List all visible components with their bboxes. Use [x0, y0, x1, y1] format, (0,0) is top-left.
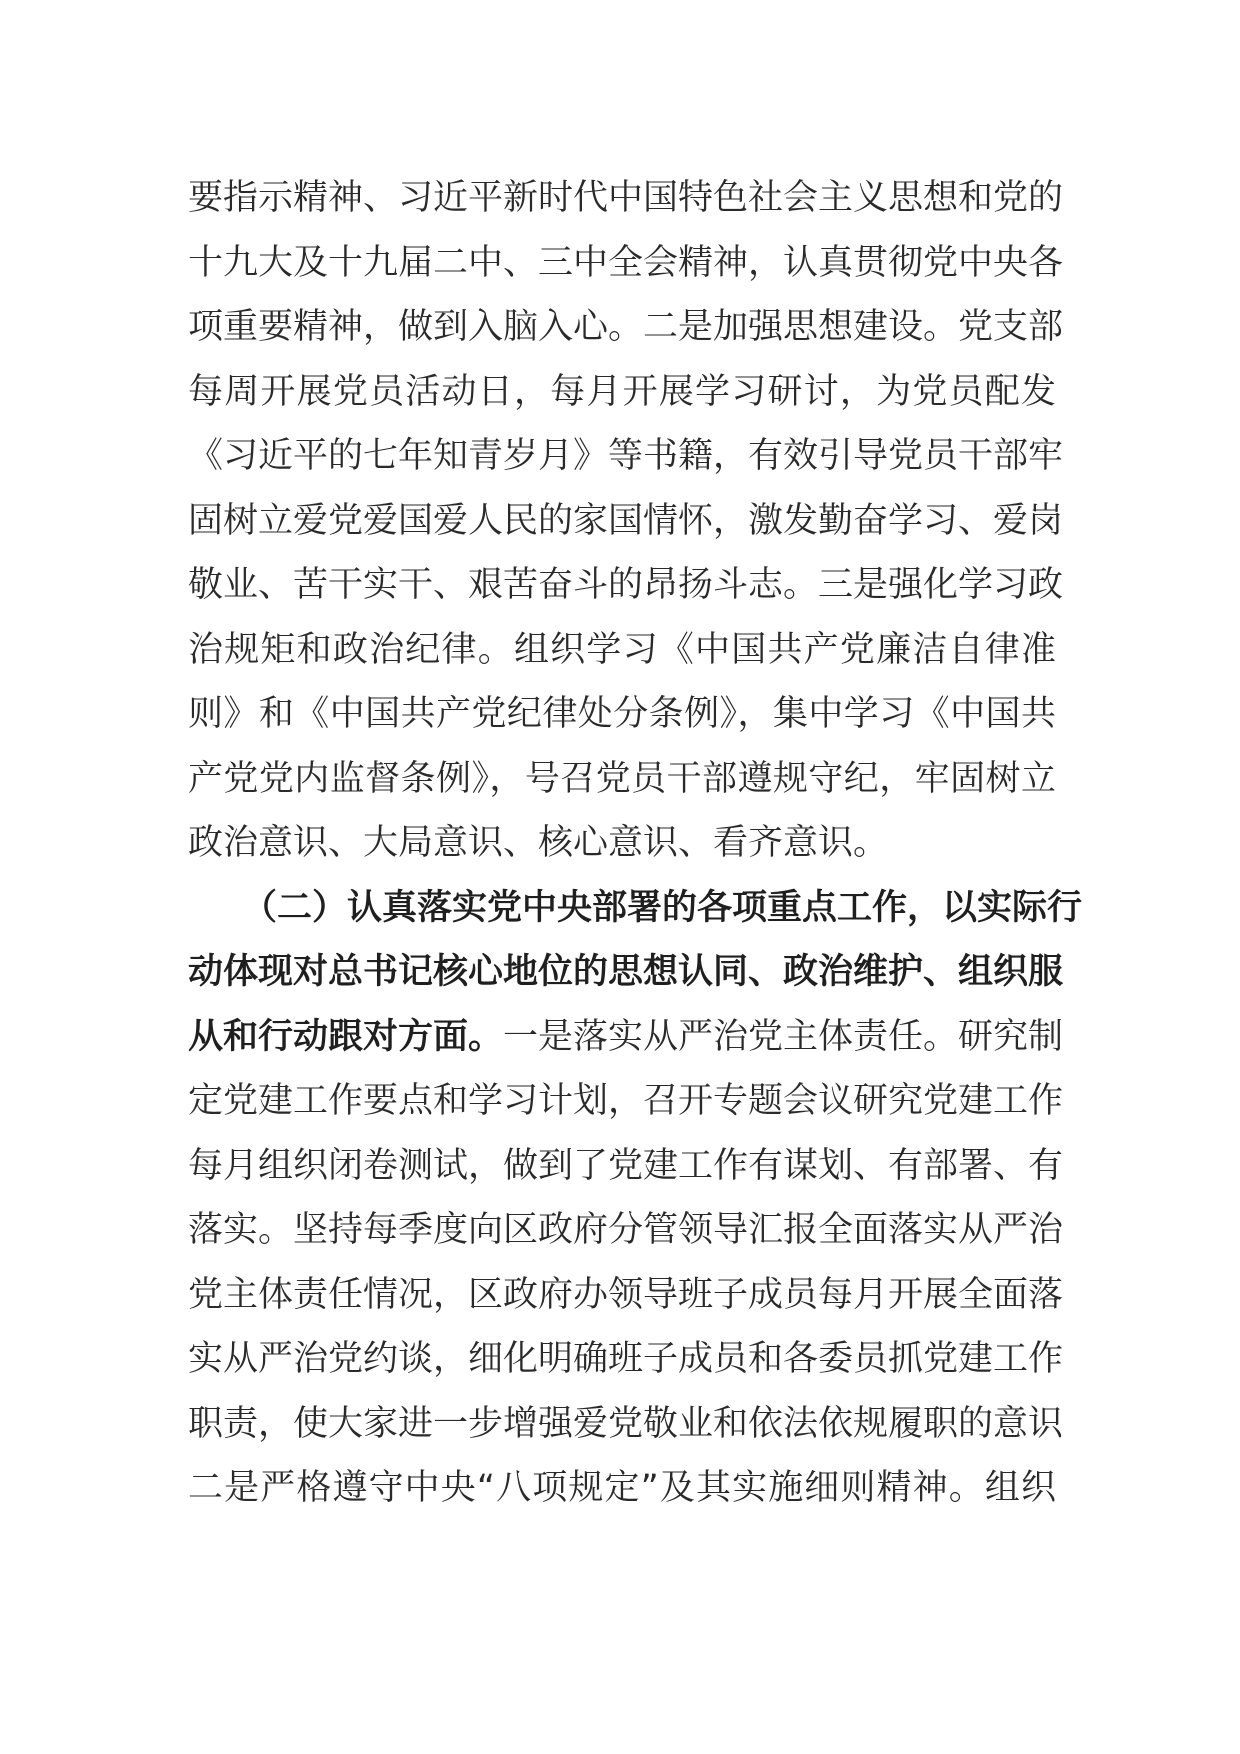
text-line: 党主体责任情况，区政府办领导班子成员每月开展全面落 [188, 1274, 1064, 1315]
text-line: 定党建工作要点和学习计划，召开专题会议研究党建工作 [188, 1081, 1064, 1121]
text-line: 项重要精神，做到入脑入心。二是加强思想建设。党支部 [188, 307, 1064, 347]
text-line: 职责，使大家进一步增强爱党敬业和依法依规履职的意识 [188, 1403, 1064, 1444]
section-heading-line: 动体现对总书记核心地位的思想认同、政治维护、组织服 [188, 952, 1064, 992]
text-line: 治规矩和政治纪律。组织学习《中国共产党廉洁自律准 [188, 629, 1056, 670]
text-line: 二是严格遵守中央“八项规定”及其实施细则精神。组织 [188, 1468, 1056, 1508]
text-line: 实从严治党约谈，细化明确班子成员和各委员抓党建工作 [188, 1339, 1064, 1379]
text-line: 十九大及十九届二中、三中全会精神，认真贯彻党中央各 [188, 242, 1064, 283]
text-line: 每月组织闭卷测试，做到了党建工作有谋划、有部署、有 [188, 1145, 1064, 1186]
text-line: 产党党内监督条例》，号召党员干部遵规守纪，牢固树立 [188, 758, 1056, 799]
text-line: 落实。坚持每季度向区政府分管领导汇报全面落实从严治 [188, 1210, 1064, 1250]
text-line: 要指示精神、习近平新时代中国特色社会主义思想和党的 [188, 178, 1064, 218]
text-line: 固树立爱党爱国爱人民的家国情怀，激发勤奋学习、爱岗 [188, 500, 1064, 541]
text-line: 《习近平的七年知青岁月》等书籍，有效引导党员干部牢 [188, 436, 1064, 476]
mixed-line [188, 1005, 1064, 1070]
text-line: 敬业、苦干实干、艰苦奋斗的昂扬斗志。三是强化学习政 [188, 565, 1064, 605]
section-heading-line: （二）认真落实党中央部署的各项重点工作，以实际行 [242, 887, 1083, 928]
section-heading-end: 从和行动跟对方面。 [188, 1016, 504, 1057]
paragraph-1 [188, 166, 1064, 876]
text-line: 政治意识、大局意识、核心意识、看齐意识。 [188, 823, 889, 863]
text-line: 则》和《中国共产党纪律处分条例》，集中学习《中国共 [188, 694, 1056, 734]
text-line: 每周开展党员活动日，每月开展学习研讨，为党员配发 [188, 371, 1056, 412]
body-start: 一是落实从严治党主体责任。研究制 [503, 1016, 1064, 1057]
paragraph-2 [188, 876, 1083, 1521]
document-body [188, 166, 1083, 1521]
